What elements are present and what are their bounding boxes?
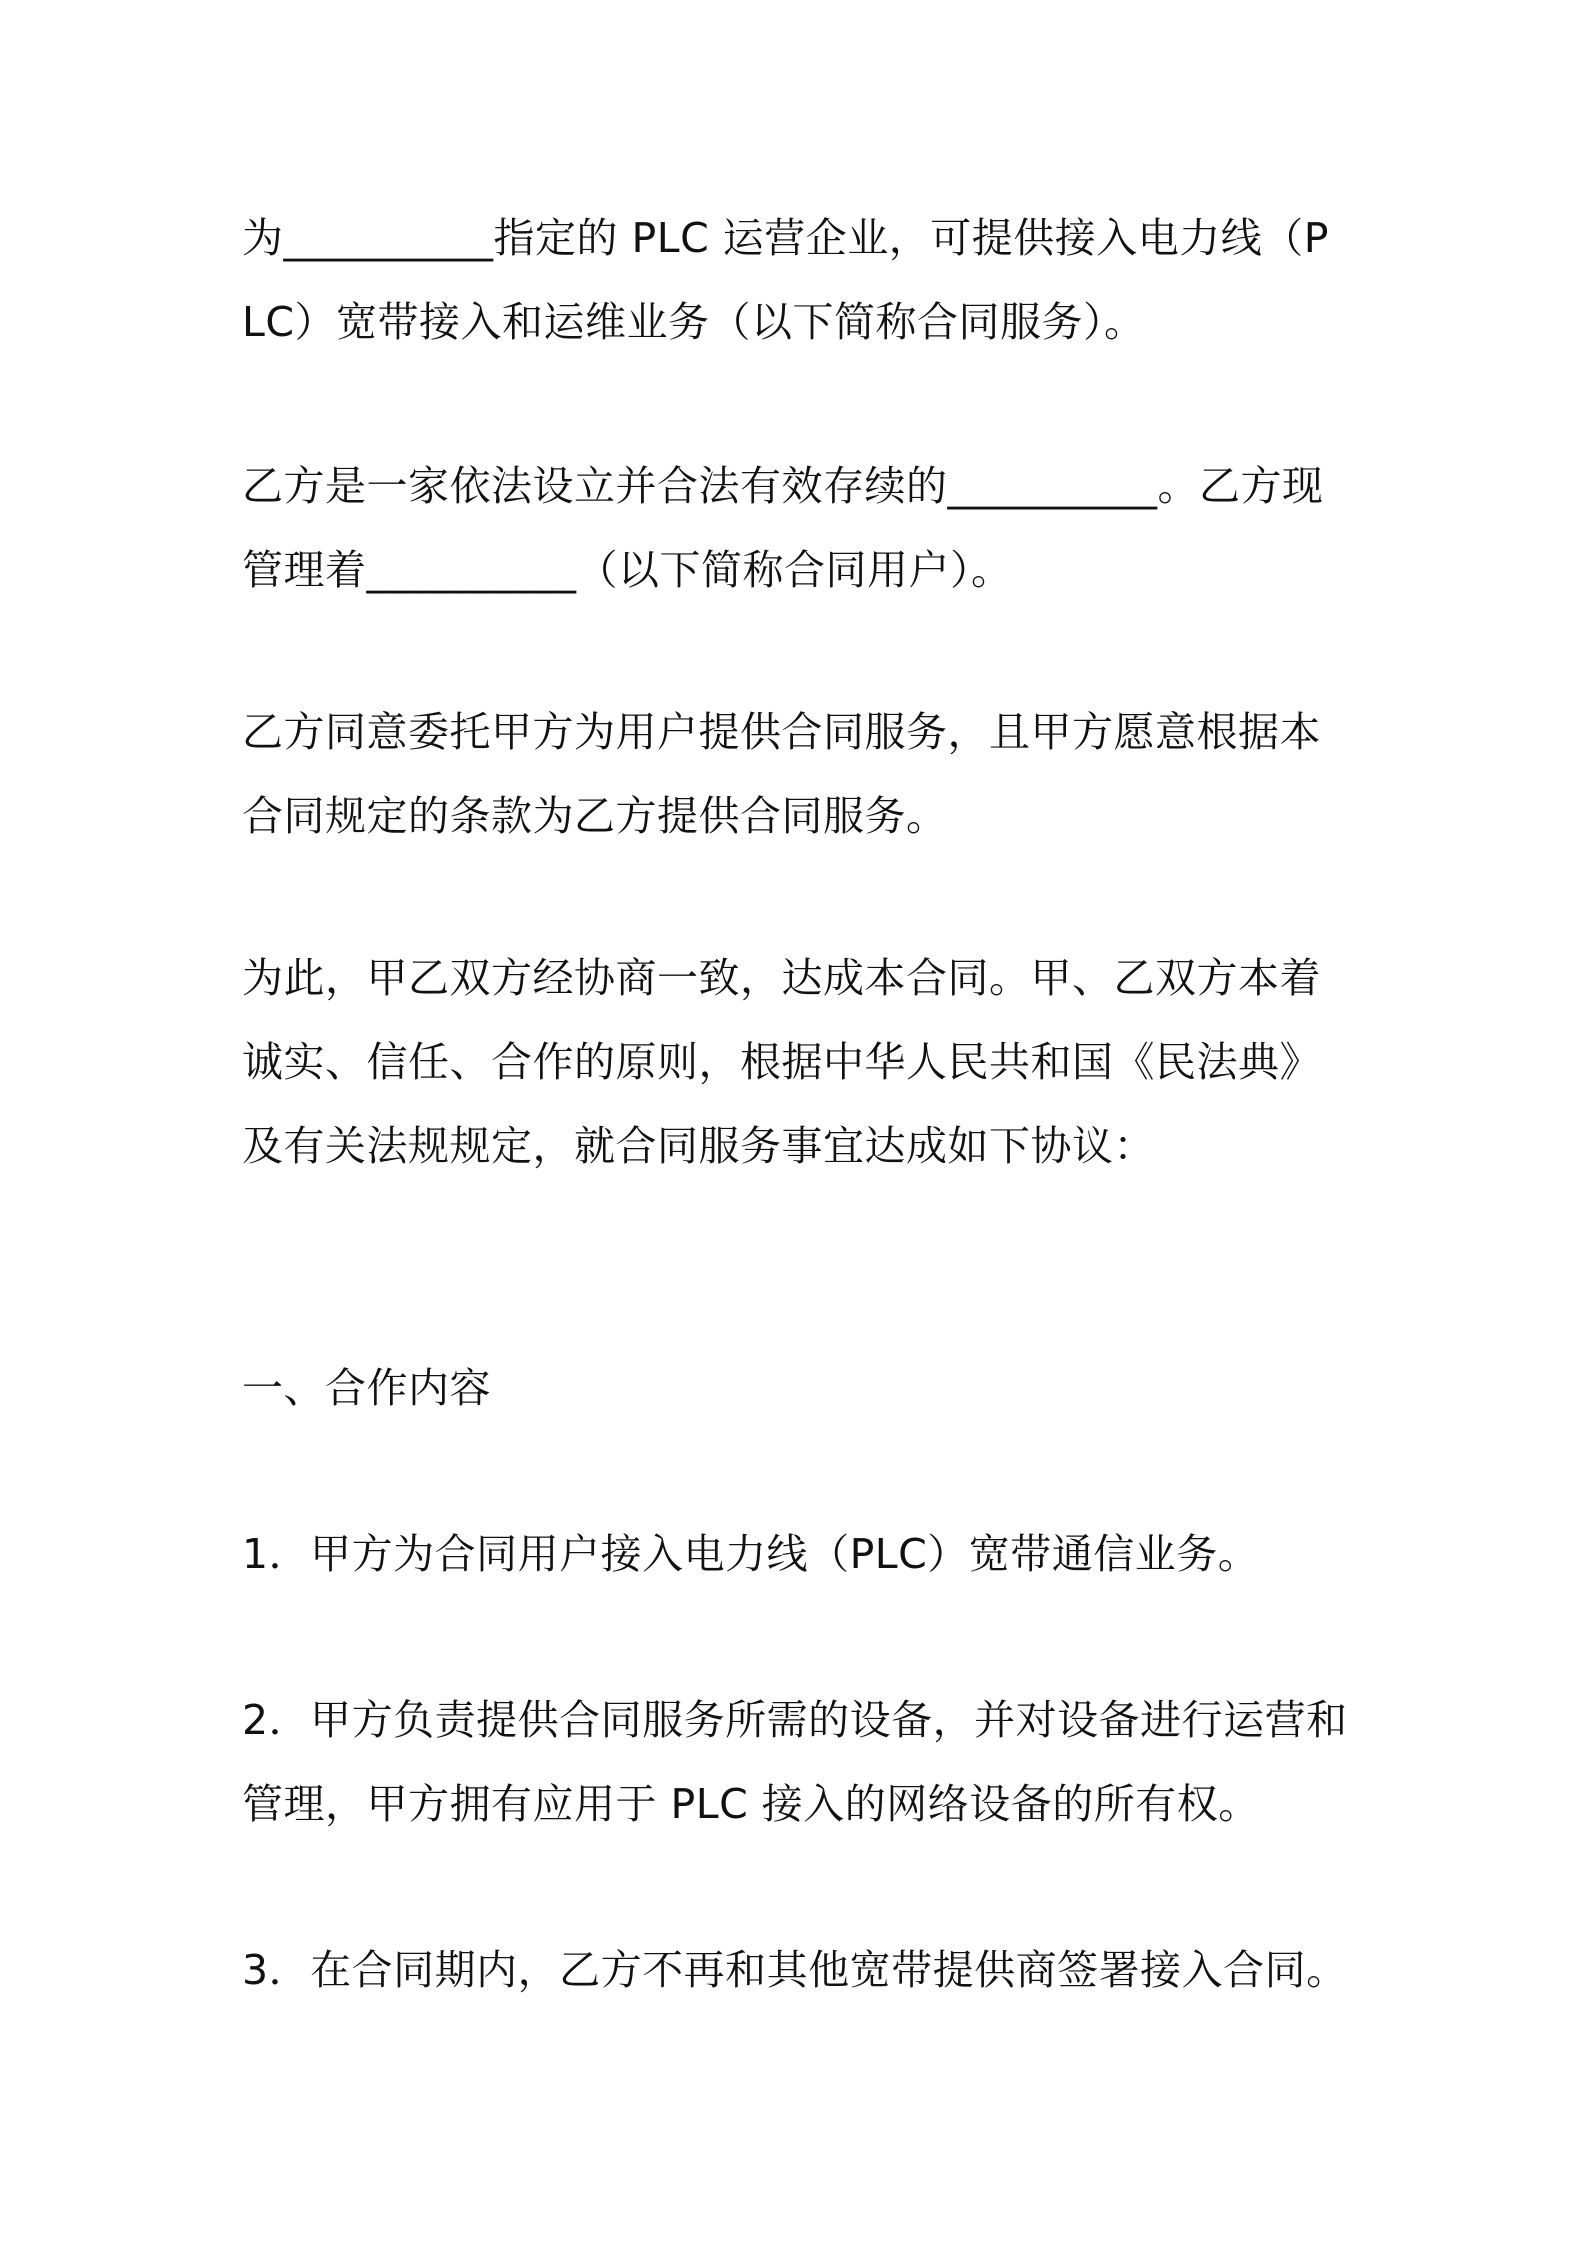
intro-paragraph-4: 为此，甲乙双方经协商一致，达成本合同。甲、乙双方本着诚实、信任、合作的原则，根据中华人民共和国《民法典》及有关法规规定，就合同服务事宜达成如下协议：	[242, 954, 1321, 1170]
intro-paragraph-2: 乙方是一家依法设立并合法有效存续的__________。乙方现管理着__________（以下简称合同用户）。	[242, 462, 1324, 594]
document-body	[242, 196, 1352, 2012]
section-heading-cooperation: 一、合作内容	[242, 1364, 491, 1412]
intro-paragraph-1: 为__________指定的 PLC 运营企业，可提供接入电力线（PLC）宽带接入和运维业务（以下简称合同服务）。	[242, 214, 1329, 346]
list-item: 2．甲方负责提供合同服务所需的设备，并对设备进行运营和管理，甲方拥有应用于 PLC 接入的网络设备的所有权。	[242, 1696, 1348, 1828]
list-item: 1．甲方为合同用户接入电力线（PLC）宽带通信业务。	[242, 1530, 1260, 1578]
list-item: 3．在合同期内，乙方不再和其他宽带提供商签署接入合同。	[242, 1946, 1348, 1994]
intro-paragraph-3: 乙方同意委托甲方为用户提供合同服务，且甲方愿意根据本合同规定的条款为乙方提供合同服务。	[242, 708, 1321, 840]
